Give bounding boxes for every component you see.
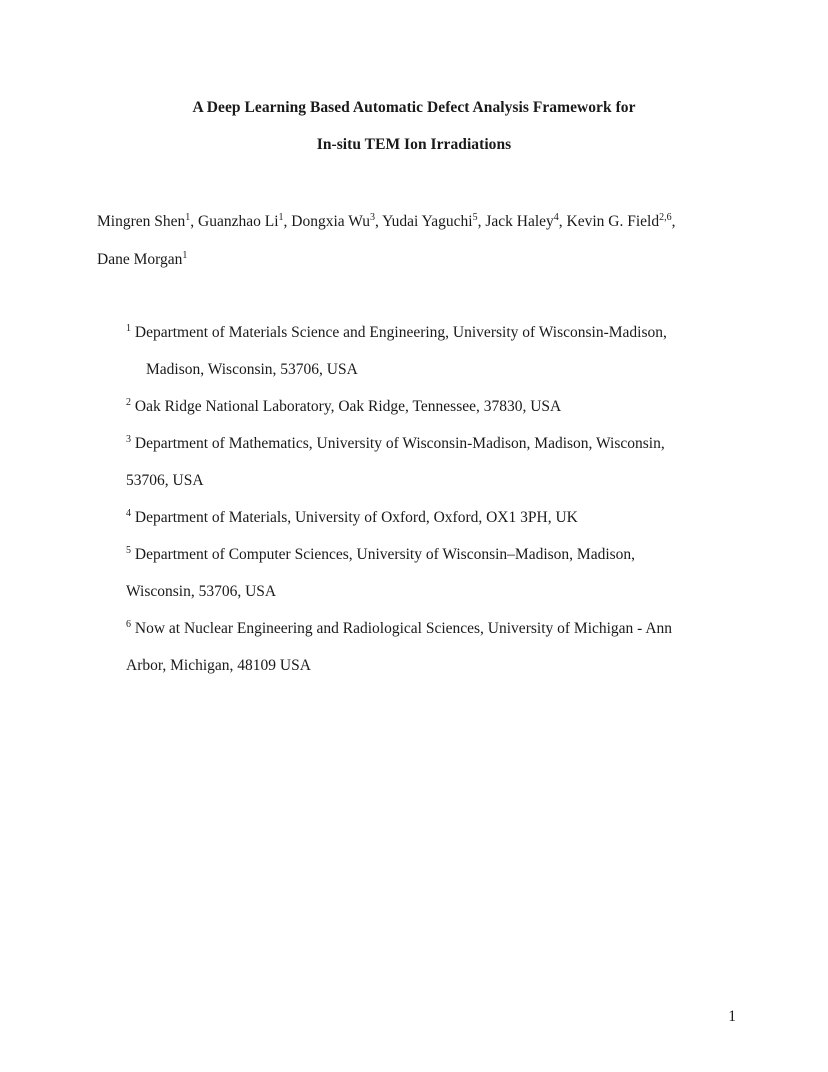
title-line-1: A Deep Learning Based Automatic Defect Analysis Framework for <box>192 99 636 116</box>
author-line-1 <box>97 203 757 241</box>
affiliation-5: $^5$ Department of Computer Sciences, University of Wisconsin–Madison, Madison, <box>126 545 636 563</box>
author-line-2 <box>97 241 757 279</box>
affiliation-6-cont: Arbor, Michigan, 48109 USA <box>126 657 311 674</box>
author: Jack Haley$^4$, <box>485 212 567 230</box>
affiliation-5-cont: Wisconsin, 53706, USA <box>126 583 277 600</box>
affiliation-list <box>126 314 746 684</box>
author: Kevin G. Field$^{2,6}$, <box>566 212 676 230</box>
affiliation-3: $^3$ Department of Mathematics, University of Wisconsin-Madison, Madison, Wisconsin, <box>126 434 665 452</box>
author: Dane Morgan$^1$ <box>97 250 188 268</box>
affiliation-4: $^4$ Department of Materials, University of Oxford, Oxford, OX1 3PH, UK <box>126 508 578 526</box>
affiliation-1-cont: Madison, Wisconsin, 53706, USA <box>146 361 358 378</box>
affiliation-6: $^6$ Now at Nuclear Engineering and Radiological Sciences, University of Michigan - Ann <box>126 619 673 637</box>
author: Dongxia Wu$^3$, <box>291 212 383 230</box>
author: Yudai Yaguchi$^5$, <box>382 212 486 230</box>
affiliation-3-cont: 53706, USA <box>126 472 204 489</box>
title-line-2: In-situ TEM Ion Irradiations <box>316 136 512 153</box>
affiliation-1: $^1$ Department of Materials Science and Engineering, University of Wisconsin-Madison, <box>126 323 667 341</box>
author: Guanzhao Li$^1$, <box>198 212 292 230</box>
author-list <box>97 203 757 279</box>
page-number: 1 <box>728 1008 736 1025</box>
author: Mingren Shen$^1$, <box>97 212 199 230</box>
affiliation-2: $^2$ Oak Ridge National Laboratory, Oak Ridge, Tennessee, 37830, USA <box>126 397 562 415</box>
